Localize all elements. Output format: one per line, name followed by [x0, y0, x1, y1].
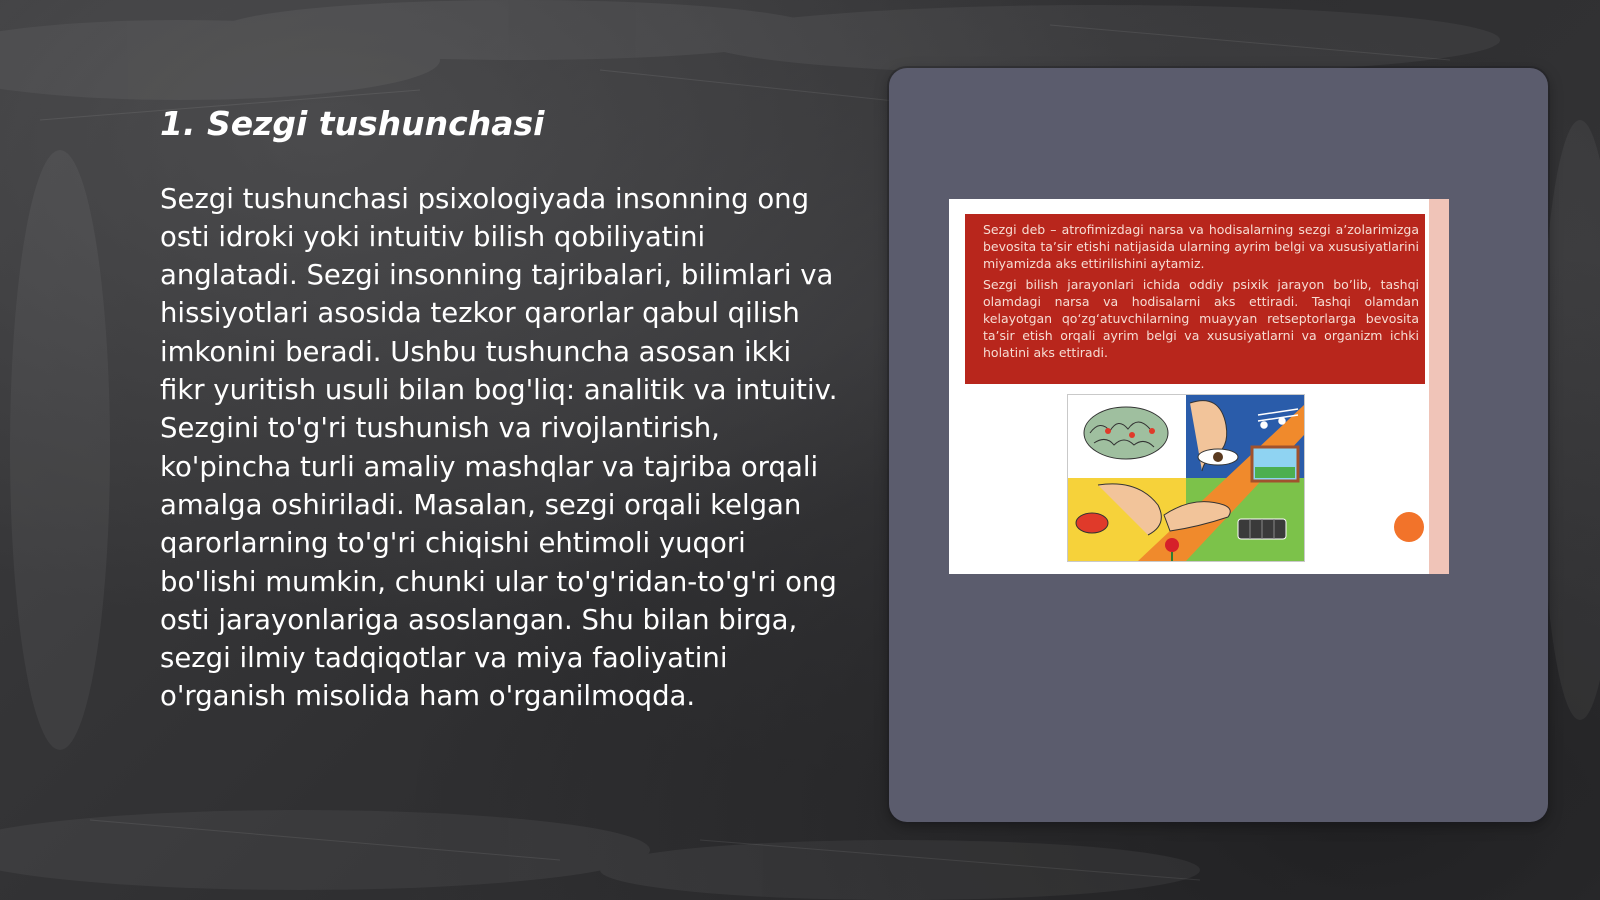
senses-illustration — [1067, 394, 1305, 562]
text-content — [160, 104, 840, 716]
definition-paragraph-2: Sezgi bilish jarayonlari ichida oddiy psixik jarayon boʼlib, tashqi olamdagi narsa va hodisalarni aks ettiradi. Tashqi olamdan kelayotgan qoʻzgʻatuvchilarning muayyan retseptorlarga bevosita taʼsir etish orqali ayrim belgi va xususiyatlarni va organizm ichki holatini aks ettiradi. — [983, 277, 1419, 360]
figure-side-strip — [1429, 199, 1449, 574]
landscape-picture-icon — [1252, 447, 1298, 481]
figure-image — [949, 199, 1449, 574]
chocolate-icon — [1238, 519, 1286, 539]
mouth-icon — [1076, 513, 1108, 533]
eye-icon — [1198, 449, 1238, 465]
senses-illustration-drawing — [1068, 395, 1304, 561]
slide-heading: 1. Sezgi tushunchasi — [160, 104, 545, 143]
brain-icon — [1084, 407, 1168, 459]
definition-box — [965, 214, 1425, 384]
image-panel — [889, 68, 1548, 822]
slide-body-text: Sezgi tushunchasi psixologiyada insonning ong osti idroki yoki intuitiv bilish qobiliyatini anglatadi. Sezgi insonning tajribalari, bilimlari va hissiyotlari asosida tezkor qarorlar qabul qilish imkonini beradi. Ushbu tushuncha asosan ikki fikr yuritish usuli bilan bog'liq: analitik va intuitiv. Sezgini to'g'ri tushunish va rivojlantirish, ko'pincha turli amaliy mashqlar va tajriba orqali amalga oshiriladi. Masalan, sezgi orqali kelgan qarorlarning to'g'ri chiqishi ehtimoli yuqori bo'lishi mumkin, chunki ular to'g'ridan-to'g'ri ong osti jarayonlariga asoslangan. Shu bilan birga, sezgi ilmiy tadqiqotlar va miya faoliyatini o'rganish misolida ham o'rganilmoqda. — [160, 182, 838, 713]
orange-dot-marker — [1394, 512, 1424, 542]
definition-paragraph-1: Sezgi deb – atrofimizdagi narsa va hodisalarning sezgi aʼzolarimizga bevosita taʼsir etishi natijasida ularning ayrim belgi va xususiyatlarini miyamizda aks ettirilishini aytamiz. — [983, 222, 1419, 271]
